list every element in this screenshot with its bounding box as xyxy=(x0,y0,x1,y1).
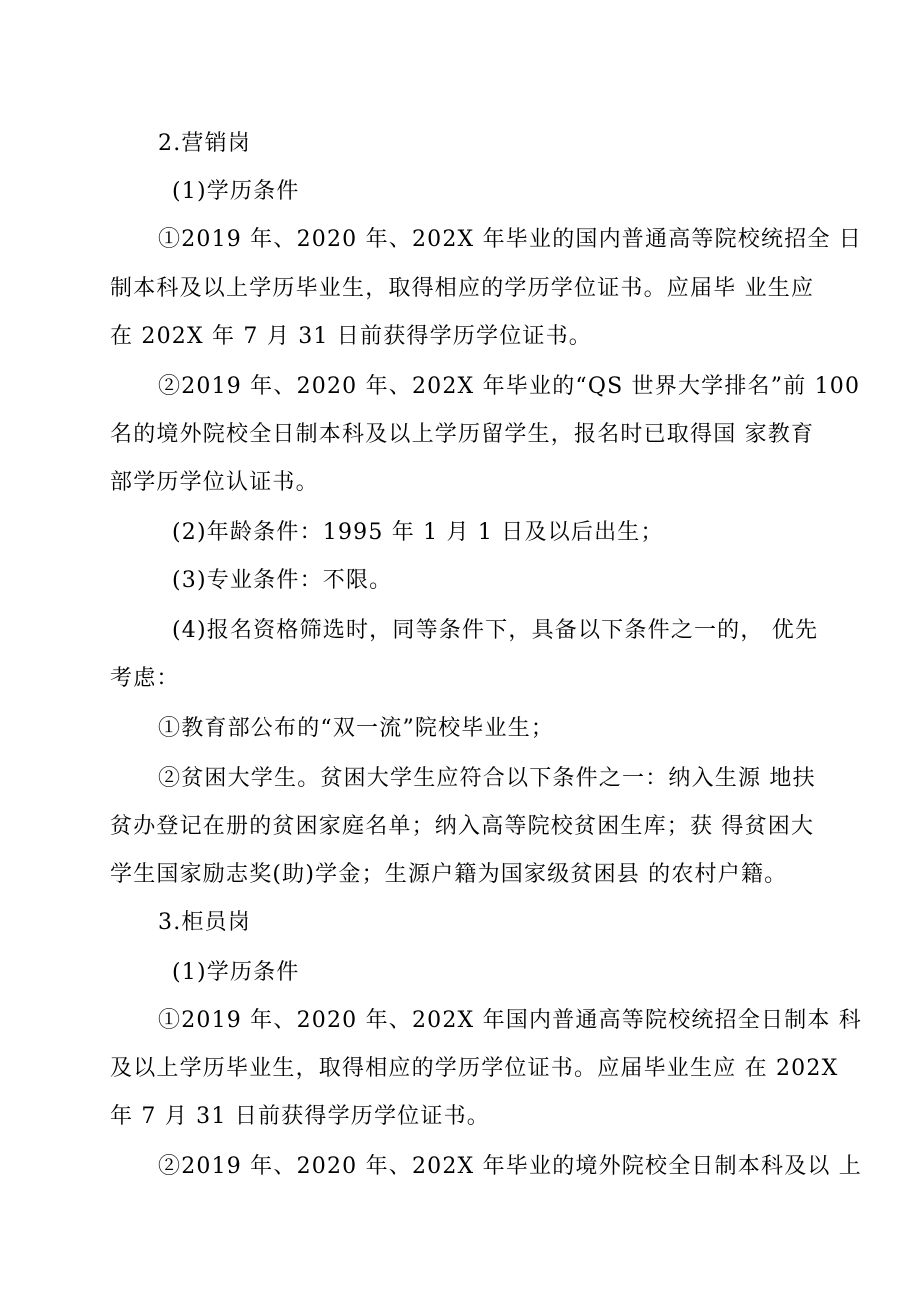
paragraph-line: (3)专业条件：不限。 xyxy=(172,568,393,593)
paragraph-line: ②2019 年、2020 年、202X 年毕业的境外院校全日制本科及以 上 xyxy=(158,1154,863,1179)
paragraph-line: ②贫困大学生。贫困大学生应符合以下条件之一：纳入生源 地扶 xyxy=(158,766,816,791)
paragraph-line: ①2019 年、2020 年、202X 年毕业的国内普通高等院校统招全 日 xyxy=(158,227,863,252)
subheading-education: (1)学历条件 xyxy=(172,179,300,204)
paragraph-line: ①2019 年、2020 年、202X 年国内普通高等院校统招全日制本 科 xyxy=(158,1008,863,1033)
paragraph-line: 贫办登记在册的贫困家庭名单；纳入高等院校贫困生库；获 得贫困大 xyxy=(110,814,815,839)
paragraph-line: ②2019 年、2020 年、202X 年毕业的“QS 世界大学排名”前 100 xyxy=(158,374,861,399)
paragraph-line: (4)报名资格筛选时，同等条件下，具备以下条件之一的， 优先 xyxy=(172,618,819,643)
section-heading-marketing: 2.营销岗 xyxy=(158,131,251,156)
paragraph-line: 制本科及以上学历毕业生，取得相应的学历学位证书。应届毕 业生应 xyxy=(110,276,815,301)
paragraph-line: 考虑： xyxy=(110,666,180,691)
paragraph-line: 在 202X 年 7 月 31 日前获得学历学位证书。 xyxy=(110,324,593,349)
subheading-education: (1)学历条件 xyxy=(172,960,300,985)
paragraph-line: 及以上学历毕业生，取得相应的学历学位证书。应届毕业生应 在 202X xyxy=(110,1056,839,1081)
paragraph-line: 学生国家励志奖(助)学金；生源户籍为国家级贫困县 的农村户籍。 xyxy=(110,862,788,887)
paragraph-line: (2)年龄条件：1995 年 1 月 1 日及以后出生； xyxy=(172,520,664,545)
paragraph-line: 年 7 月 31 日前获得学历学位证书。 xyxy=(110,1104,490,1129)
paragraph-line: 名的境外院校全日制本科及以上学历留学生，报名时已取得国 家教育 xyxy=(110,422,815,447)
section-heading-teller: 3.柜员岗 xyxy=(158,910,251,935)
paragraph-line: 部学历学位认证书。 xyxy=(110,470,319,495)
paragraph-line: ①教育部公布的“双一流”院校毕业生； xyxy=(158,716,555,741)
